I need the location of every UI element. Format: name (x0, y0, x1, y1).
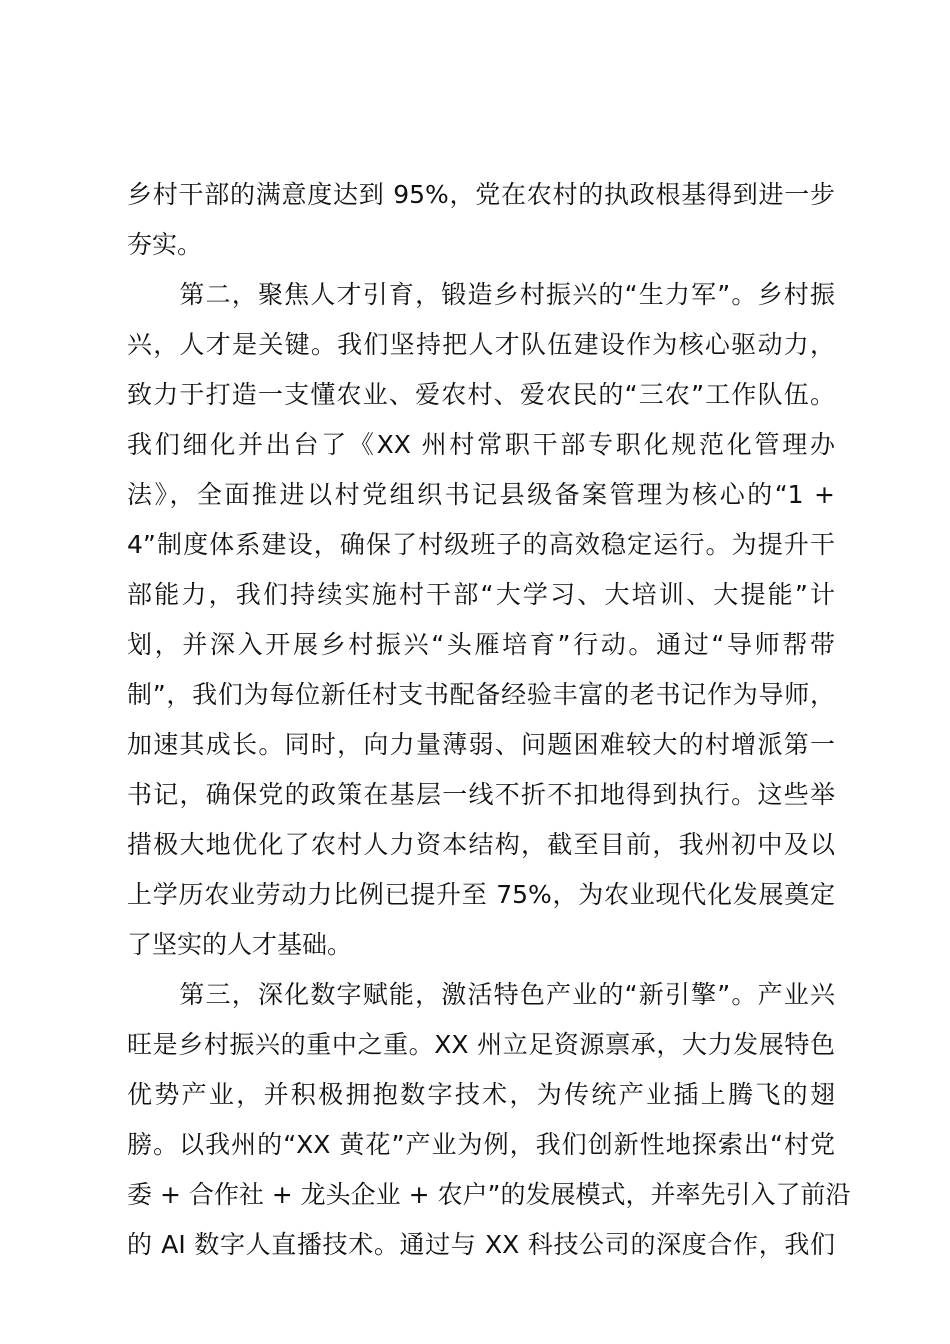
text-line: 第二，聚焦人才引育，锻造乡村振兴的“生力军”。乡村振 (127, 280, 835, 309)
text-line: 委 + 合作社 + 龙头企业 + 农户”的发展模式，并率先引入了前沿 (127, 1180, 851, 1209)
text-line: 制”，我们为每位新任村支书配备经验丰富的老书记作为导师， (127, 680, 835, 709)
text-line: 部能力，我们持续实施村干部“大学习、大培训、大提能”计 (127, 580, 835, 609)
text-line: 划，并深入开展乡村振兴“头雁培育”行动。通过“导师帮带 (127, 630, 835, 659)
text-line: 法》，全面推进以村党组织书记县级备案管理为核心的“1 + (127, 480, 835, 509)
text-line: 书记，确保党的政策在基层一线不折不扣地得到执行。这些举 (127, 780, 835, 809)
text-line: 优势产业，并积极拥抱数字技术，为传统产业插上腾飞的翅 (127, 1080, 835, 1109)
text-line: 了坚实的人才基础。 (127, 930, 353, 959)
text-line: 旺是乡村振兴的重中之重。XX 州立足资源禀承，大力发展特色 (127, 1030, 835, 1059)
text-line: 加速其成长。同时，向力量薄弱、问题困难较大的村增派第一 (127, 730, 835, 759)
text-line: 致力于打造一支懂农业、爱农村、爱农民的“三农”工作队伍。 (127, 380, 835, 409)
text-line: 膀。以我州的“XX 黄花”产业为例，我们创新性地探索出“村党 (127, 1130, 835, 1159)
text-line: 夯实。 (127, 230, 203, 259)
text-line: 第三，深化数字赋能，激活特色产业的“新引擎”。产业兴 (127, 980, 835, 1009)
text-line: 上学历农业劳动力比例已提升至 75%，为农业现代化发展奠定 (127, 880, 835, 909)
text-line: 乡村干部的满意度达到 95%，党在农村的执政根基得到进一步 (127, 180, 835, 209)
text-line: 措极大地优化了农村人力资本结构，截至目前，我州初中及以 (127, 830, 835, 859)
text-line: 我们细化并出台了《XX 州村常职干部专职化规范化管理办 (127, 430, 835, 459)
text-line: 兴，人才是关键。我们坚持把人才队伍建设作为核心驱动力， (127, 330, 835, 359)
text-line: 4”制度体系建设，确保了村级班子的高效稳定运行。为提升干 (127, 530, 835, 559)
text-line: 的 AI 数字人直播技术。通过与 XX 科技公司的深度合作，我们 (127, 1230, 835, 1259)
body-text (127, 170, 851, 1270)
